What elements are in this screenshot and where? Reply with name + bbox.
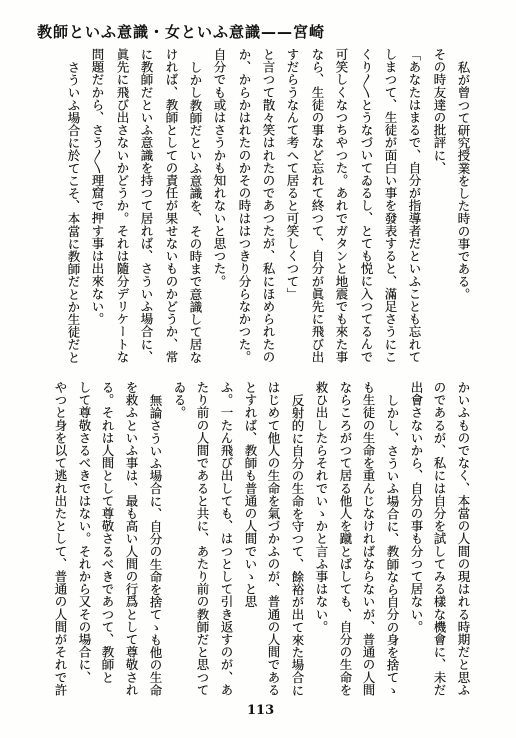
upper-text-column: と言つて散々笑はれたのであつたが、私にほめられたの: [261, 48, 276, 363]
lower-text-column: ならころがつて居る他人を蹴とばしても、自分の生命を: [338, 381, 353, 696]
upper-text-column: くり〳〵とうなづいてゐるし、とても悦に入つてるんで: [359, 48, 374, 363]
lower-text-column: しかし、さういふ場合に、教師なら自分の身を捨てゝ: [385, 393, 400, 696]
upper-text-column: すだらうなんて考へて居ると可笑しくつて」: [285, 48, 300, 300]
lower-text-column: かいふものでなく、本當の人間の現はれる時期だと思ふ: [456, 381, 471, 696]
upper-text-column: に教師だといふ意識を持つて居れば、さういふ場合に、: [139, 48, 154, 363]
upper-text-column: 私が曾つて研究授業をした時の事である。: [456, 60, 471, 300]
upper-text-column: 可笑しくなつちやつた。あれでガタンと地震でも來た事: [334, 48, 349, 363]
lower-text-column: ゐる。: [172, 381, 187, 419]
lower-text-column: 反射的に自分の生命を守つて、餘裕が出て來た場合に: [290, 393, 305, 696]
lower-text-column: ふ。一たん飛び出しても、はつとして引き返すのが、あ: [219, 381, 234, 696]
upper-text-column: ければ、教師としての責任が果せないものかどうか、常: [164, 48, 179, 363]
upper-text-column: さういふ場合に於てこそ、本當に教師だとか生徒だと: [66, 60, 81, 363]
lower-text-column: 無論さういふ場合に、自分の生命を捨てゝも他の生命: [148, 393, 163, 696]
lower-text-column: のであるが、私には自分を試してみる樣な機會に、未だ: [432, 381, 447, 696]
upper-text-column: しかし教師だといふ意識を、その時まで意識して居な: [188, 60, 203, 363]
page-number: 113: [247, 703, 275, 718]
lower-text-column: やつと身を以て逃れ出たとして、普通の人間がそれで許: [53, 381, 68, 696]
upper-text-column: しまつて、生徒が面白い事を發表すると、滿足さうにこ: [383, 48, 398, 363]
upper-text-column: 問題だから、さう〳〵理窟で押す事は出來ない。: [90, 48, 105, 326]
upper-text-column: 自分でも或はさうかも知れないと思つた。: [212, 48, 227, 288]
lower-text-column: を救ふといふ事は、最も高い人間の行爲として尊敬され: [124, 381, 139, 696]
upper-text-column: 「あなたはまるで、自分が指導者だといふことも忘れて: [407, 48, 422, 363]
lower-text-column: はじめて他人の生命を氣づかふのが、普通の人間である: [266, 381, 281, 696]
upper-text-column: なら、生徒の事など忘れて終つて、自分が眞先に飛び出: [310, 48, 325, 363]
lower-text-column: 出會さないから、自分の事も分つて居ない。: [409, 381, 424, 633]
lower-text-column: も生徒の生命を重んじなければならないが、普通の人間: [361, 381, 376, 696]
lower-text-column: 救ひ出したらそれでいゝかと言ふ事はない。: [314, 381, 329, 633]
lower-text-column: とすれば、教師も普通の人間でいゝと思: [243, 381, 258, 608]
running-head: 教師といふ意識・女といふ意識——宮崎: [37, 23, 326, 41]
upper-text-column: か、からかはれたのかその時ははつきり分らなかつた。: [237, 48, 252, 363]
upper-text-column: その時友達の批評に、: [432, 48, 447, 174]
lower-text-column: る。それは人間として尊敬さるべきであつて、教師と: [100, 381, 115, 684]
lower-text-column: たり前の人間であると共に、あたり前の教師だと思つて: [195, 381, 210, 696]
upper-text-column: 眞先に飛び出さないかどうか。それは隨分デリケートな: [115, 48, 130, 363]
lower-text-column: して尊敬さるべきではない。それから又その場合に、: [77, 381, 92, 684]
